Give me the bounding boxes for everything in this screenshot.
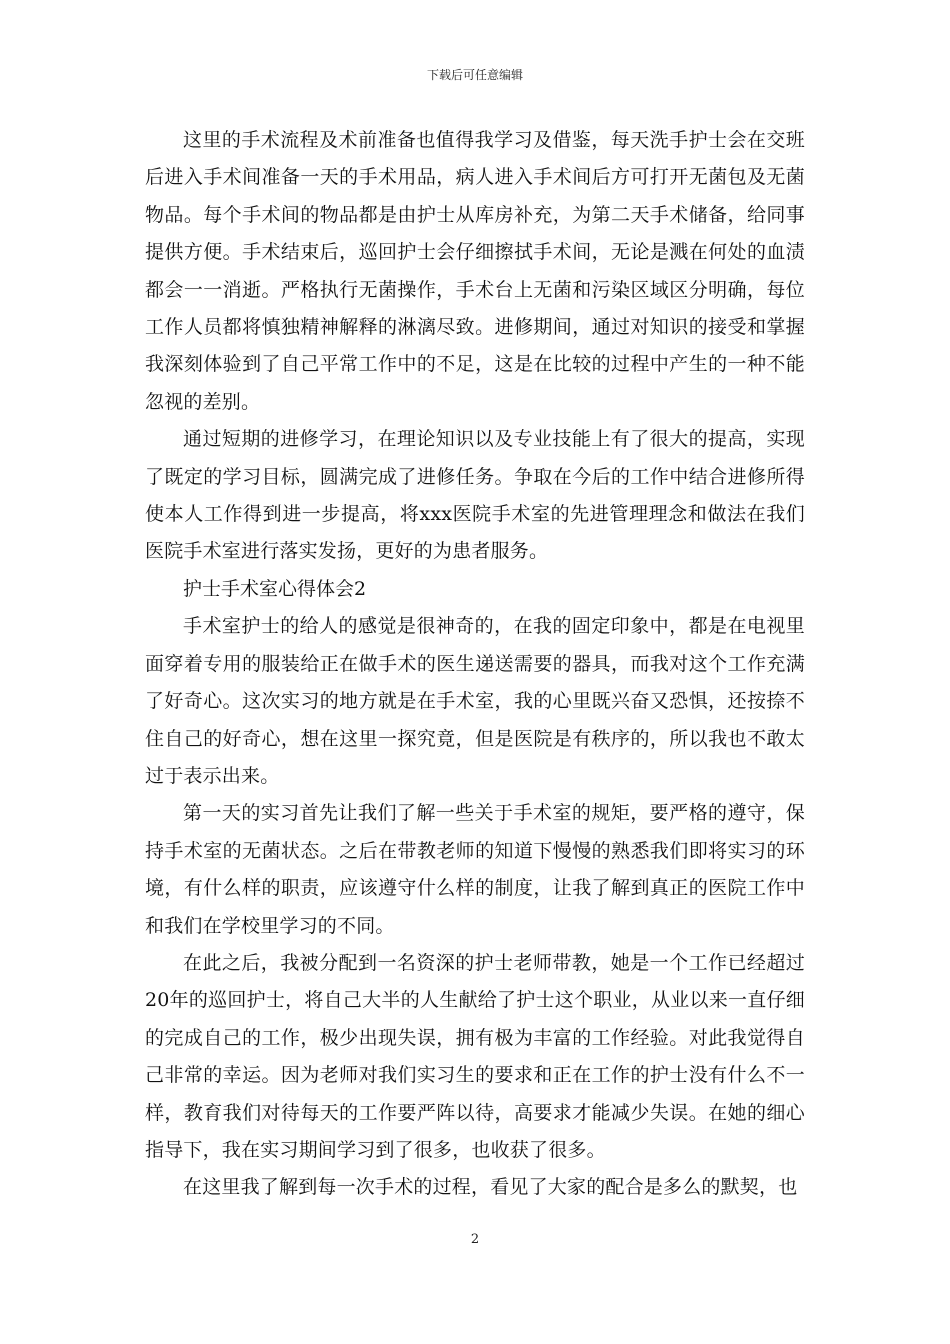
page-header: 下载后可任意编辑 [426,68,523,82]
section-heading: 护士手术室心得体会2 [183,577,367,600]
paragraph-first-day: 第一天的实习首先让我们了解一些关于手术室的规矩，要严格的遵守，保持手术室的无菌状态。之后在带教老师的知道下慢慢的熟悉我们即将实习的环境，有什么样的职责，应该遵守什么样的制度，让我了解到真正的医院工作中和我们在学校里学习的不同。 [145,802,805,937]
paragraph-first-impression: 手术室护士的给人的感觉是很神奇的，在我的固定印象中，都是在电视里面穿着专用的服装给正在做手术的医生递送需要的器具，而我对这个工作充满了好奇心。这次实习的地方就是在手术室，我的心里既兴奋又恐惧，还按捺不住自己的好奇心，想在这里一探究竟，但是医院是有秩序的，所以我也不敢太过于表示出来。 [145,615,805,787]
paragraph-study-summary: 通过短期的进修学习，在理论知识以及专业技能上有了很大的提高，实现了既定的学习目标，圆满完成了进修任务。争取在今后的工作中结合进修所得使本人工作得到进一步提高，将xxx医院手术室的先进管理理念和做法在我们医院手术室进行落实发扬，更好的为患者服务。 [145,428,805,563]
paragraph-mentor: 在此之后，我被分配到一名资深的护士老师带教，她是一个工作已经超过20年的巡回护士，将自己大半的人生献给了护士这个职业，从业以来一直仔细的完成自己的工作，极少出现失误，拥有极为丰富的工作经验。对此我觉得自己非常的幸运。因为老师对我们实习生的要求和正在工作的护士没有什么不一样，教育我们对待每天的工作要严阵以待，高要求才能减少失误。在她的细心指导下，我在实习期间学习到了很多，也收获了很多。 [145,951,805,1161]
paragraph-teamwork: 在这里我了解到每一次手术的过程，看见了大家的配合是多么的默契，也 [183,1176,798,1199]
paragraph-surgery-process: 这里的手术流程及术前准备也值得我学习及借鉴，每天洗手护士会在交班后进入手术间准备一天的手术用品，病人进入手术间后方可打开无菌包及无菌物品。每个手术间的物品都是由护士从库房补充，为第二天手术储备，给同事提供方便。手术结束后，巡回护士会仔细擦拭手术间，无论是溅在何处的血渍都会一一消逝。严格执行无菌操作，手术台上无菌和污染区域区分明确，每位工作人员都将慎独精神解释的淋漓尽致。进修期间，通过对知识的接受和掌握我深刻体验到了自己平常工作中的不足，这是在比较的过程中产生的一种不能忽视的差别。 [145,129,805,413]
page-number: 2 [470,1232,480,1247]
document-body [145,122,805,1207]
